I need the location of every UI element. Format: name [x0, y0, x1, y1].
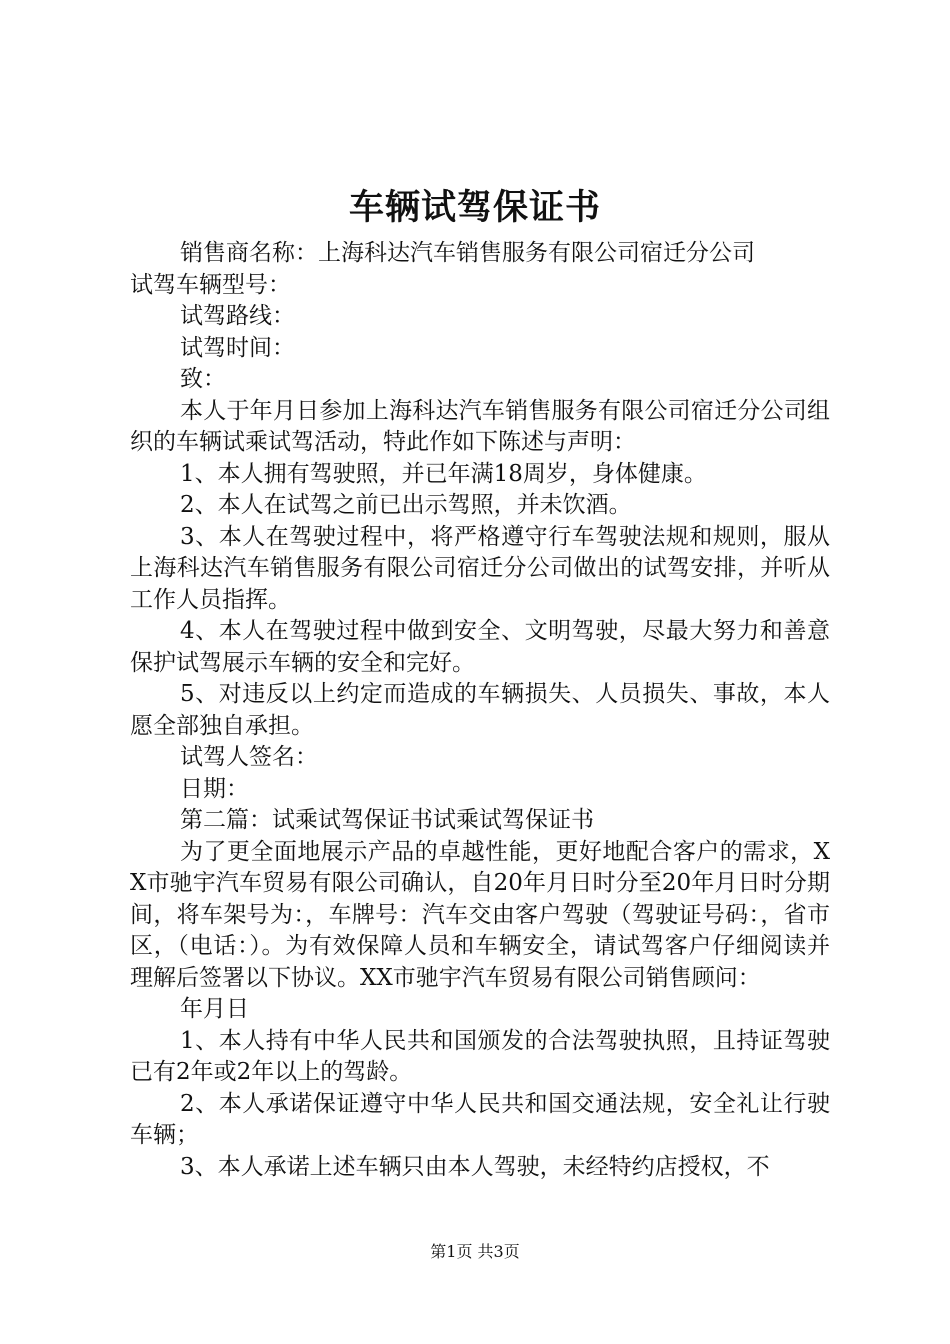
- paragraph: 销售商名称：上海科达汽车销售服务有限公司宿迁分公司: [180, 240, 755, 266]
- paragraph: 3、本人在驾驶过程中，将严格遵守行车驾驶法规和规则，服从上海科达汽车销售服务有限公司宿迁分公司做出的试驾安排，并听从工作人员指挥。: [130, 523, 830, 613]
- paragraph: 试驾路线：: [180, 303, 295, 329]
- paragraph: 为了更全面地展示产品的卓越性能，更好地配合客户的需求，XX市驰宇汽车贸易有限公司确认，自20年月日时分至20年月日时分期间，将车架号为：，车牌号：汽车交由客户驾驶（驾驶证号码：，省市区，（电话：）。为有效保障人员和车辆安全，请试驾客户仔细阅读并理解后签署以下协议。XX市驰宇汽车贸易有限公司销售顾问：: [130, 838, 830, 991]
- paragraph: 试驾时间：: [180, 334, 295, 361]
- paragraph: 2、本人承诺保证遵守中华人民共和国交通法规，安全礼让行驶车辆；: [130, 1090, 830, 1148]
- paragraph: 5、对违反以上约定而造成的车辆损失、人员损失、事故，本人愿全部独自承担。: [130, 681, 830, 739]
- paragraph: 致：: [180, 366, 226, 392]
- paragraph: 1、本人持有中华人民共和国颁发的合法驾驶执照，且持证驾驶已有2年或2年以上的驾龄。: [130, 1027, 830, 1085]
- paragraph: 第二篇：试乘试驾保证书试乘试驾保证书: [180, 807, 594, 833]
- paragraph: 2、本人在试驾之前已出示驾照，并未饮酒。: [180, 492, 632, 518]
- paragraph: 4、本人在驾驶过程中做到安全、文明驾驶，尽最大努力和善意保护试驾展示车辆的安全和完好。: [130, 618, 830, 676]
- paragraph: 本人于年月日参加上海科达汽车销售服务有限公司宿迁分公司组织的车辆试乘试驾活动，特此作如下陈述与声明：: [130, 397, 830, 455]
- paragraph: 试驾人签名：: [180, 744, 318, 770]
- paragraph: 日期：: [180, 775, 249, 802]
- document-title: 车辆试驾保证书: [348, 187, 601, 228]
- paragraph: 1、本人拥有驾驶照，并已年满18周岁，身体健康。: [180, 460, 707, 487]
- paragraph: 年月日: [180, 996, 249, 1022]
- page-footer: 第1页 共3页: [430, 1242, 520, 1261]
- paragraph: 3、本人承诺上述车辆只由本人驾驶，未经特约店授权，不: [180, 1153, 770, 1180]
- paragraph: 试驾车辆型号：: [130, 271, 291, 298]
- document-body: [130, 238, 830, 1183]
